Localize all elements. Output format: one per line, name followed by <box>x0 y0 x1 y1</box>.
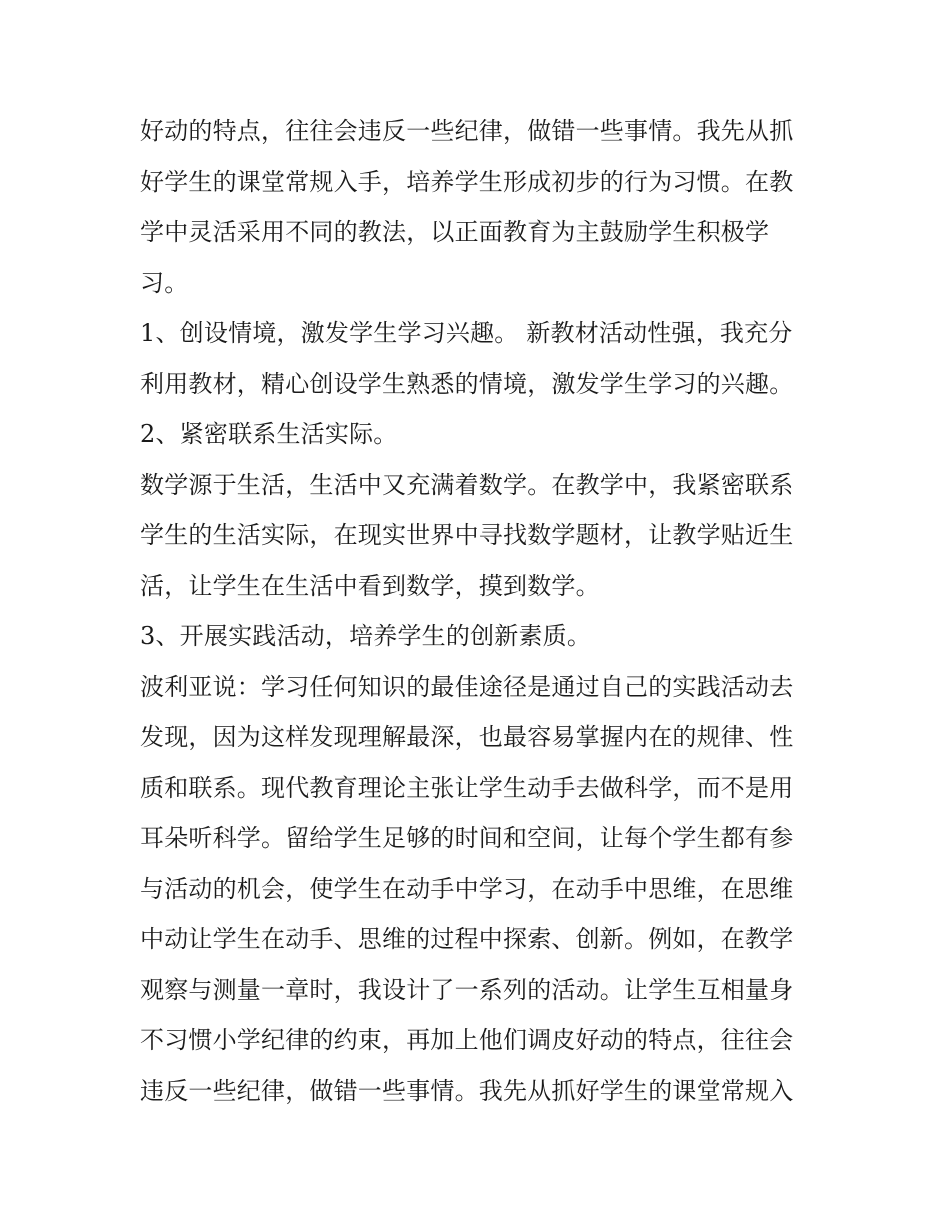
text-line: 与活动的机会，使学生在动手中学习，在动手中思维，在思维 <box>140 874 794 903</box>
text-line: 耳朵听科学。留给学生足够的时间和空间，让每个学生都有参 <box>140 824 794 852</box>
text-line: 利用教材，精心创设学生熟悉的情境，激发学生学习的兴趣。 <box>140 369 794 398</box>
text-line: 好学生的课堂常规入手，培养学生形成初步的行为习惯。在教 <box>140 167 794 196</box>
document-body <box>140 106 830 1116</box>
text-line: 波利亚说：学习任何知识的最佳途径是通过自己的实践活动去 <box>140 672 794 701</box>
text-line: 学生的生活实际，在现实世界中寻找数学题材，让教学贴近生 <box>140 521 794 549</box>
text-line: 不习惯小学纪律的约束，再加上他们调皮好动的特点，往往会 <box>140 1026 794 1054</box>
text-line: 数学源于生活，生活中又充满着数学。在教学中，我紧密联系 <box>140 470 794 499</box>
heading-line: 1、创设情境，激发学生学习兴趣。 新教材活动性强，我充分 <box>140 319 793 347</box>
text-line: 好动的特点，往往会违反一些纪律，做错一些事情。我先从抓 <box>140 117 794 145</box>
text-line: 活，让学生在生活中看到数学，摸到数学。 <box>140 571 600 600</box>
text-line: 习。 <box>140 268 189 297</box>
text-line: 违反一些纪律，做错一些事情。我先从抓好学生的课堂常规入 <box>140 1076 794 1105</box>
text-line: 质和联系。现代教育理论主张让学生动手去做科学，而不是用 <box>140 773 794 802</box>
text-line: 学中灵活采用不同的教法，以正面教育为主鼓励学生积极学 <box>140 218 770 246</box>
text-line: 发现，因为这样发现理解最深，也最容易掌握内在的规律、性 <box>140 723 794 751</box>
heading-line: 2、紧密联系生活实际。 <box>140 420 398 448</box>
heading-line: 3、开展实践活动，培养学生的创新素质。 <box>140 622 592 650</box>
text-line: 中动让学生在动手、思维的过程中探索、创新。例如，在教学 <box>140 925 794 953</box>
text-line: 观察与测量一章时，我设计了一系列的活动。让学生互相量身 <box>140 975 794 1004</box>
